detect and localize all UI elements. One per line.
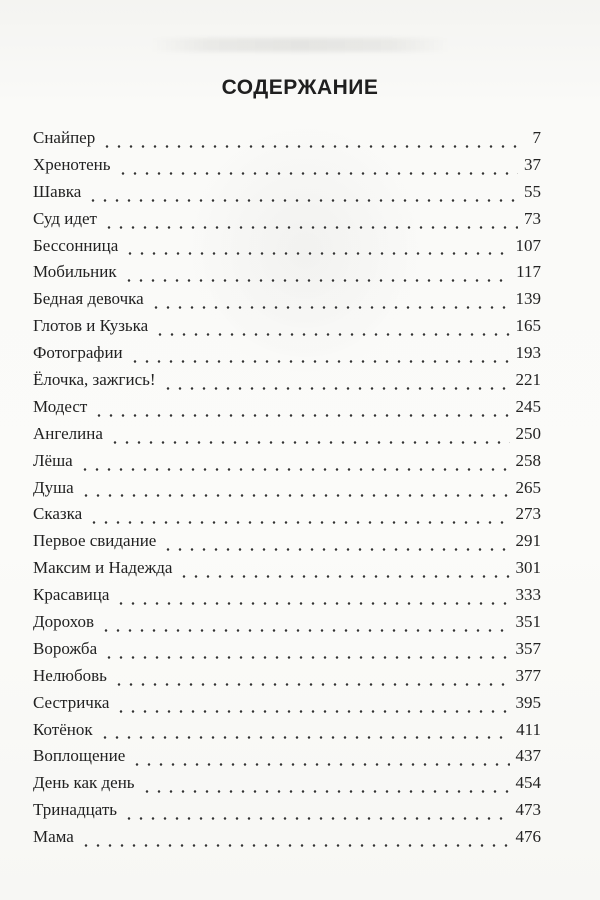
dot-leader	[115, 710, 509, 713]
toc-entry-page-number: 301	[515, 558, 541, 578]
toc-entry	[33, 504, 541, 531]
toc-entry-title: Фотографии	[33, 343, 123, 363]
toc-entry-page-number: 476	[515, 827, 541, 847]
toc-entry-title: Ворожба	[33, 638, 98, 658]
toc-entry-title: Бедная девочка	[33, 289, 144, 309]
toc-entry-page-number: 351	[515, 612, 541, 632]
toc-entry	[33, 746, 541, 773]
toc-entry-page-number: 117	[516, 262, 541, 282]
toc-entry-page-number: 73	[524, 208, 541, 228]
toc-entry	[33, 666, 541, 693]
dot-leader	[113, 683, 510, 686]
toc-entry	[33, 343, 541, 370]
dot-leader	[87, 199, 518, 202]
toc-entry	[33, 558, 541, 585]
toc-entry-page-number: 333	[515, 585, 541, 605]
dot-leader	[117, 172, 518, 175]
toc-entry-page-number: 7	[532, 128, 541, 147]
toc-entry-page-number: 454	[515, 773, 541, 793]
dot-leader	[109, 441, 510, 444]
toc-entry	[33, 800, 541, 827]
toc-entry	[33, 128, 541, 155]
toc-entry-page-number: 291	[515, 531, 541, 551]
dot-leader	[150, 306, 510, 309]
toc-entry	[33, 612, 541, 639]
toc-entry-page-number: 221	[515, 370, 541, 390]
toc-entry-title: Снайпер	[33, 128, 96, 147]
toc-entry-title: Максим и Надежда	[33, 558, 173, 578]
dot-leader	[129, 360, 510, 363]
toc-entry-title: Лёша	[33, 450, 73, 470]
dot-leader	[79, 468, 510, 471]
toc-entry-title: Тринадцать	[33, 800, 118, 820]
dot-leader	[99, 736, 511, 739]
dot-leader	[178, 575, 509, 578]
toc-entry-page-number: 107	[515, 235, 541, 255]
toc-entry-page-number: 165	[515, 316, 541, 336]
dot-leader	[115, 602, 509, 605]
toc-entry	[33, 585, 541, 612]
toc-entry-title: Воплощение	[33, 746, 126, 766]
toc-entry-page-number: 139	[515, 289, 541, 309]
toc-entry	[33, 182, 541, 209]
toc-entry-page-number: 258	[515, 450, 541, 470]
toc-entry	[33, 289, 541, 316]
toc-entry-title: Душа	[33, 477, 74, 497]
toc-entry-title: Первое свидание	[33, 531, 157, 551]
toc-entry	[33, 209, 541, 236]
toc-entry	[33, 155, 541, 182]
dot-leader	[103, 226, 518, 229]
toc-entry	[33, 827, 541, 854]
dot-leader	[124, 252, 509, 255]
toc-entry-title: Суд идет	[33, 208, 97, 228]
toc-entry	[33, 262, 541, 289]
toc-entry-page-number: 250	[515, 423, 541, 443]
toc-entry	[33, 531, 541, 558]
dot-leader	[80, 494, 510, 497]
toc-entry-page-number: 411	[516, 719, 541, 739]
toc-entry-page-number: 193	[515, 343, 541, 363]
toc-entry-title: Сказка	[33, 504, 83, 524]
toc-entry	[33, 316, 541, 343]
toc-entry-title: Ёлочка, зажгись!	[33, 370, 156, 390]
toc-entry-title: День как день	[33, 773, 135, 793]
toc-entry	[33, 397, 541, 424]
toc-entry-page-number: 265	[515, 477, 541, 497]
toc-entry-page-number: 55	[524, 181, 541, 201]
toc-entry	[33, 236, 541, 263]
dot-leader	[162, 387, 510, 390]
dot-leader	[93, 414, 509, 417]
toc-entry-title: Глотов и Кузька	[33, 316, 149, 336]
toc-entry-title: Мама	[33, 827, 74, 847]
toc-entry	[33, 424, 541, 451]
toc-entry-title: Модест	[33, 396, 88, 416]
toc-entry-title: Сестричка	[33, 692, 110, 712]
dot-leader	[154, 333, 509, 336]
dot-leader	[131, 763, 509, 766]
toc-entry-page-number: 395	[515, 692, 541, 712]
dot-leader	[162, 548, 509, 551]
toc-entry	[33, 693, 541, 720]
dot-leader	[80, 844, 510, 847]
toc-entry	[33, 639, 541, 666]
dot-leader	[101, 145, 521, 148]
toc-entry-title: Котёнок	[33, 719, 93, 739]
toc-entry-page-number: 473	[515, 800, 541, 820]
toc-entry-page-number: 37	[524, 154, 541, 174]
toc-entry-page-number: 273	[515, 504, 541, 524]
dot-leader	[100, 629, 509, 632]
toc-entry-title: Хренотень	[33, 154, 111, 174]
dot-leader	[88, 521, 509, 524]
toc-entry	[33, 720, 541, 747]
dot-leader	[141, 790, 510, 793]
toc-entry	[33, 478, 541, 505]
toc-entry-title: Нелюбовь	[33, 665, 107, 685]
table-of-contents	[33, 128, 541, 854]
dot-leader	[123, 817, 509, 820]
toc-entry-page-number: 357	[515, 638, 541, 658]
toc-entry-page-number: 377	[515, 665, 541, 685]
toc-entry-page-number: 245	[515, 396, 541, 416]
toc-entry-title: Мобильник	[33, 262, 117, 282]
toc-entry-title: Шавка	[33, 181, 82, 201]
toc-entry-title: Красавица	[33, 585, 110, 605]
toc-entry-page-number: 437	[515, 746, 541, 766]
toc-entry-title: Дорохов	[33, 612, 95, 632]
toc-entry-title: Ангелина	[33, 423, 103, 443]
toc-entry	[33, 451, 541, 478]
page-title: СОДЕРЖАНИЕ	[221, 76, 379, 99]
dot-leader	[123, 279, 510, 282]
toc-entry	[33, 370, 541, 397]
dot-leader	[103, 656, 509, 659]
toc-entry	[33, 773, 541, 800]
show-through-text	[150, 38, 450, 52]
toc-entry-title: Бессонница	[33, 235, 119, 255]
